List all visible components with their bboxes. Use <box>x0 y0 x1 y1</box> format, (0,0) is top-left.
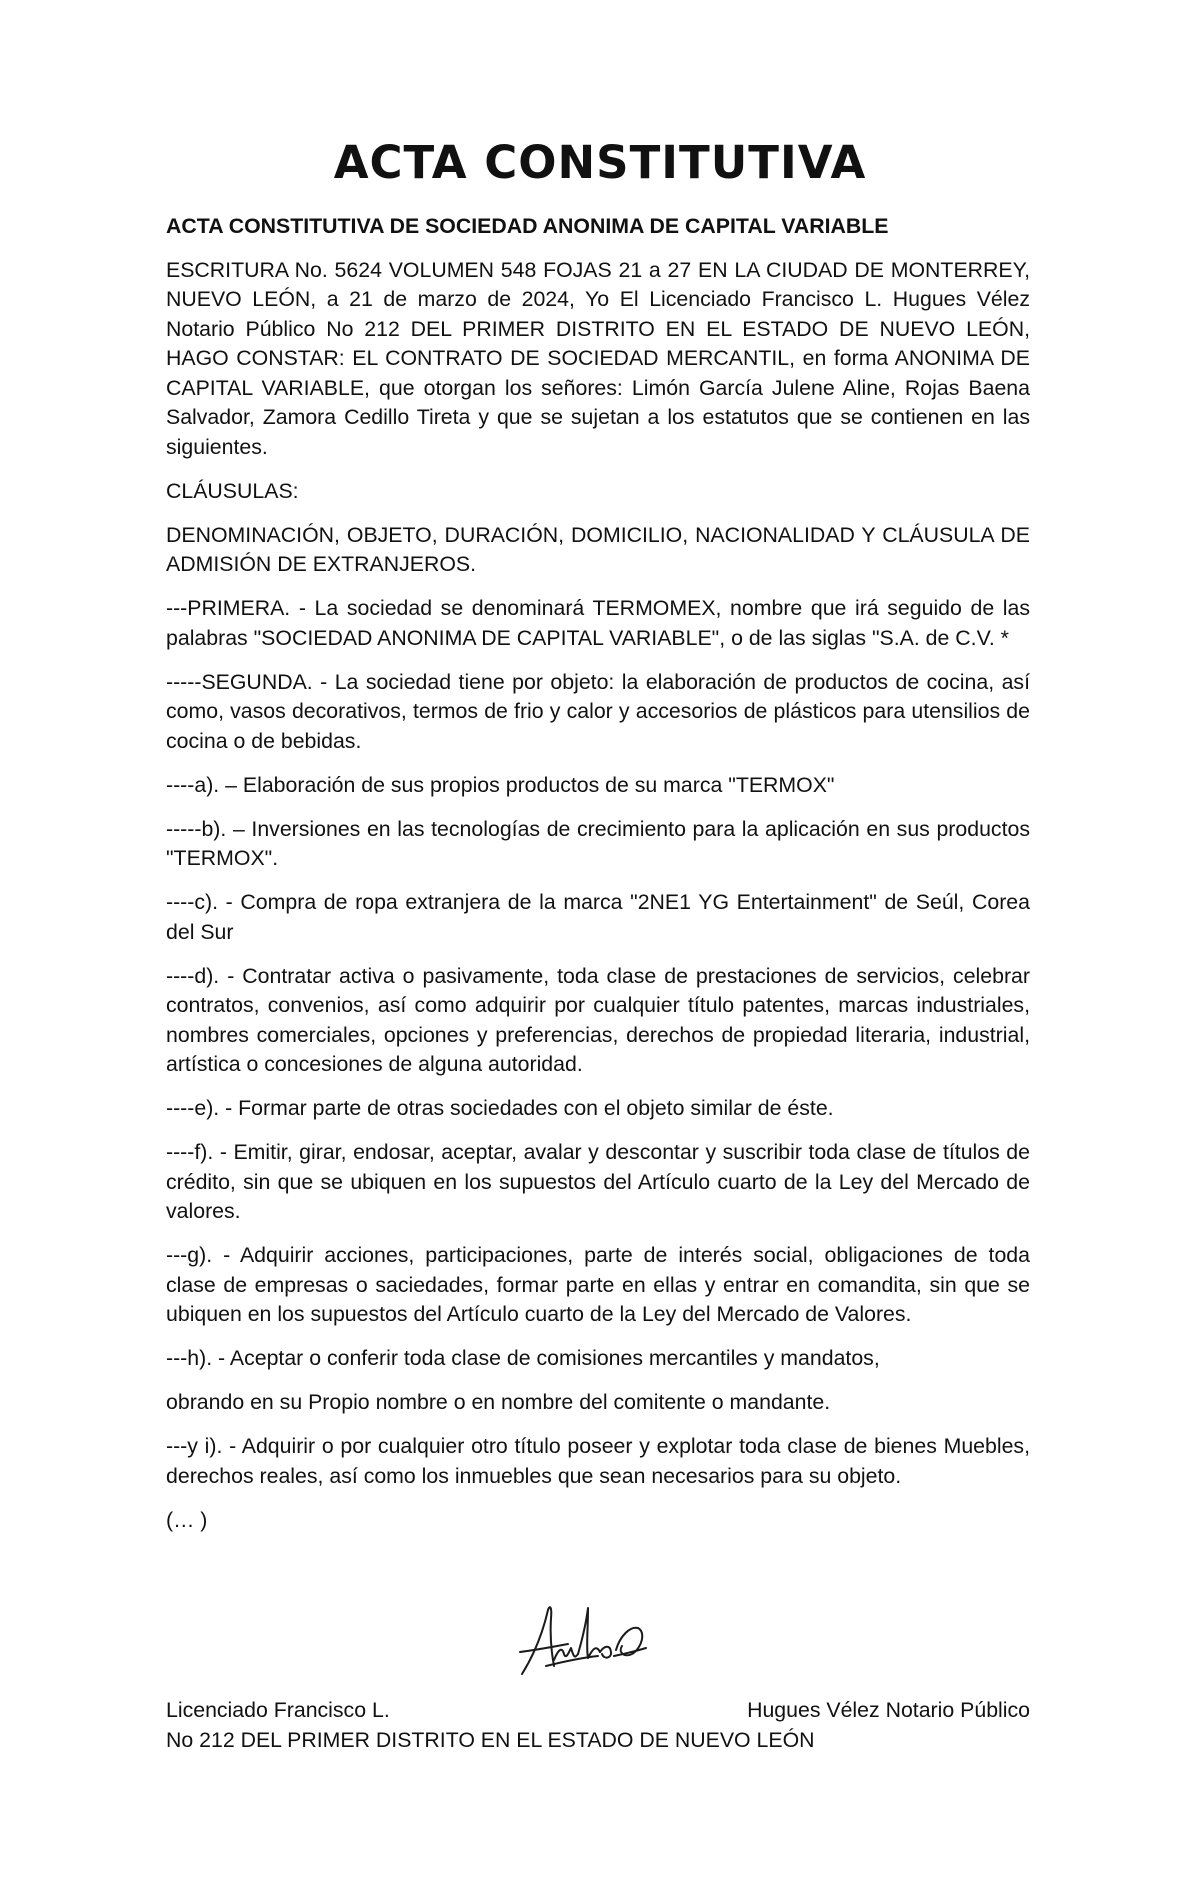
document-title: ACTA CONSTITUTIVA <box>333 136 867 189</box>
paragraph-clause-c: ----c). - Compra de ropa extranjera de la marca "2NE1 YG Entertainment" de Seúl, Corea del Sur <box>166 890 1030 944</box>
paragraph-escritura: ESCRITURA No. 5624 VOLUMEN 548 FOJAS 21 a 27 EN LA CIUDAD DE MONTERREY, NUEVO LEÓN, a 21 de marzo de 2024, Yo El Licenciado Francisco L. Hugues Vélez Notario Público No 212 DEL PRIMER DISTRITO EN EL ESTADO DE NUEVO LEÓN, HAGO CONSTAR: EL CONTRATO DE SOCIEDAD MERCANTIL, en forma ANONIMA DE CAPITAL VARIABLE, que otorgan los señores: Limón García Julene Aline, Rojas Baena Salvador, Zamora Cedillo Tireta y que se sujetan a los estatutos que se contienen en las siguientes. <box>166 257 1030 459</box>
notary-name-part-2: Hugues Vélez Notario Público <box>747 1698 1030 1722</box>
paragraph-clause-b: -----b). – Inversiones en las tecnologías de crecimiento para la aplicación en sus productos "TERMOX". <box>166 816 1030 870</box>
notary-district: No 212 DEL PRIMER DISTRITO EN EL ESTADO DE NUEVO LEÓN <box>166 1727 815 1752</box>
paragraph-clause-e: ----e). - Formar parte de otras sociedades con el objeto similar de éste. <box>166 1096 834 1120</box>
paragraph-clausulas: CLÁUSULAS: <box>166 478 299 503</box>
paragraph-denominacion: DENOMINACIÓN, OBJETO, DURACIÓN, DOMICILIO, NACIONALIDAD Y CLÁUSULA DE ADMISIÓN DE EXTRANJEROS. <box>166 522 1030 576</box>
notary-name-part-1: Licenciado Francisco L. <box>166 1698 390 1722</box>
footer-line-1 <box>166 1696 1030 1726</box>
paragraph-clause-h: ---h). - Aceptar o conferir toda clase de comisiones mercantiles y mandatos, <box>166 1346 880 1370</box>
ellipsis: (… ) <box>166 1507 208 1532</box>
handwritten-signature <box>518 1600 648 1680</box>
paragraph-clause-a: ----a). – Elaboración de sus propios productos de su marca "TERMOX" <box>166 772 835 797</box>
paragraph-clause-g: ---g). - Adquirir acciones, participaciones, parte de interés social, obligaciones de toda clase de empresas o saciedades, formar parte en ellas y entrar en comandita, sin que se ubiquen en los supuestos del Artículo cuarto de la Ley del Mercado de Valores. <box>166 1243 1030 1326</box>
paragraph-clause-i: ---y i). - Adquirir o por cualquier otro título poseer y explotar toda clase de bienes Muebles, derechos reales, así como los inmuebles que sean necesarios para su objeto. <box>166 1434 1030 1488</box>
document-subtitle: ACTA CONSTITUTIVA DE SOCIEDAD ANONIMA DE CAPITAL VARIABLE <box>166 214 889 238</box>
paragraph-clause-d: ----d). - Contratar activa o pasivamente, toda clase de prestaciones de servicios, celebrar contratos, convenios, así como adquirir por cualquier título patentes, marcas industriales, nombres comerciales, opciones y preferencias, derechos de propiedad literaria, industrial, artística o concesiones de alguna autoridad. <box>166 963 1030 1076</box>
notary-signature-block <box>166 1696 1030 1755</box>
paragraph-clause-f: ----f). - Emitir, girar, endosar, aceptar, avalar y descontar y suscribir toda clase de títulos de crédito, sin que se ubiquen en los supuestos del Artículo cuarto de la Ley del Mercado de valores. <box>166 1140 1030 1223</box>
document-body <box>166 212 1030 1550</box>
paragraph-clause-h-continued: obrando en su Propio nombre o en nombre del comitente o mandante. <box>166 1390 831 1414</box>
paragraph-segunda: -----SEGUNDA. - La sociedad tiene por objeto: la elaboración de productos de cocina, así como, vasos decorativos, termos de frio y calor y accesorios de plásticos para utensilios de cocina o de bebidas. <box>166 669 1030 753</box>
paragraph-primera: ---PRIMERA. - La sociedad se denominará TERMOMEX, nombre que irá seguido de las palabras "SOCIEDAD ANONIMA DE CAPITAL VARIABLE", o de las siglas "S.A. de C.V. * <box>166 596 1030 650</box>
